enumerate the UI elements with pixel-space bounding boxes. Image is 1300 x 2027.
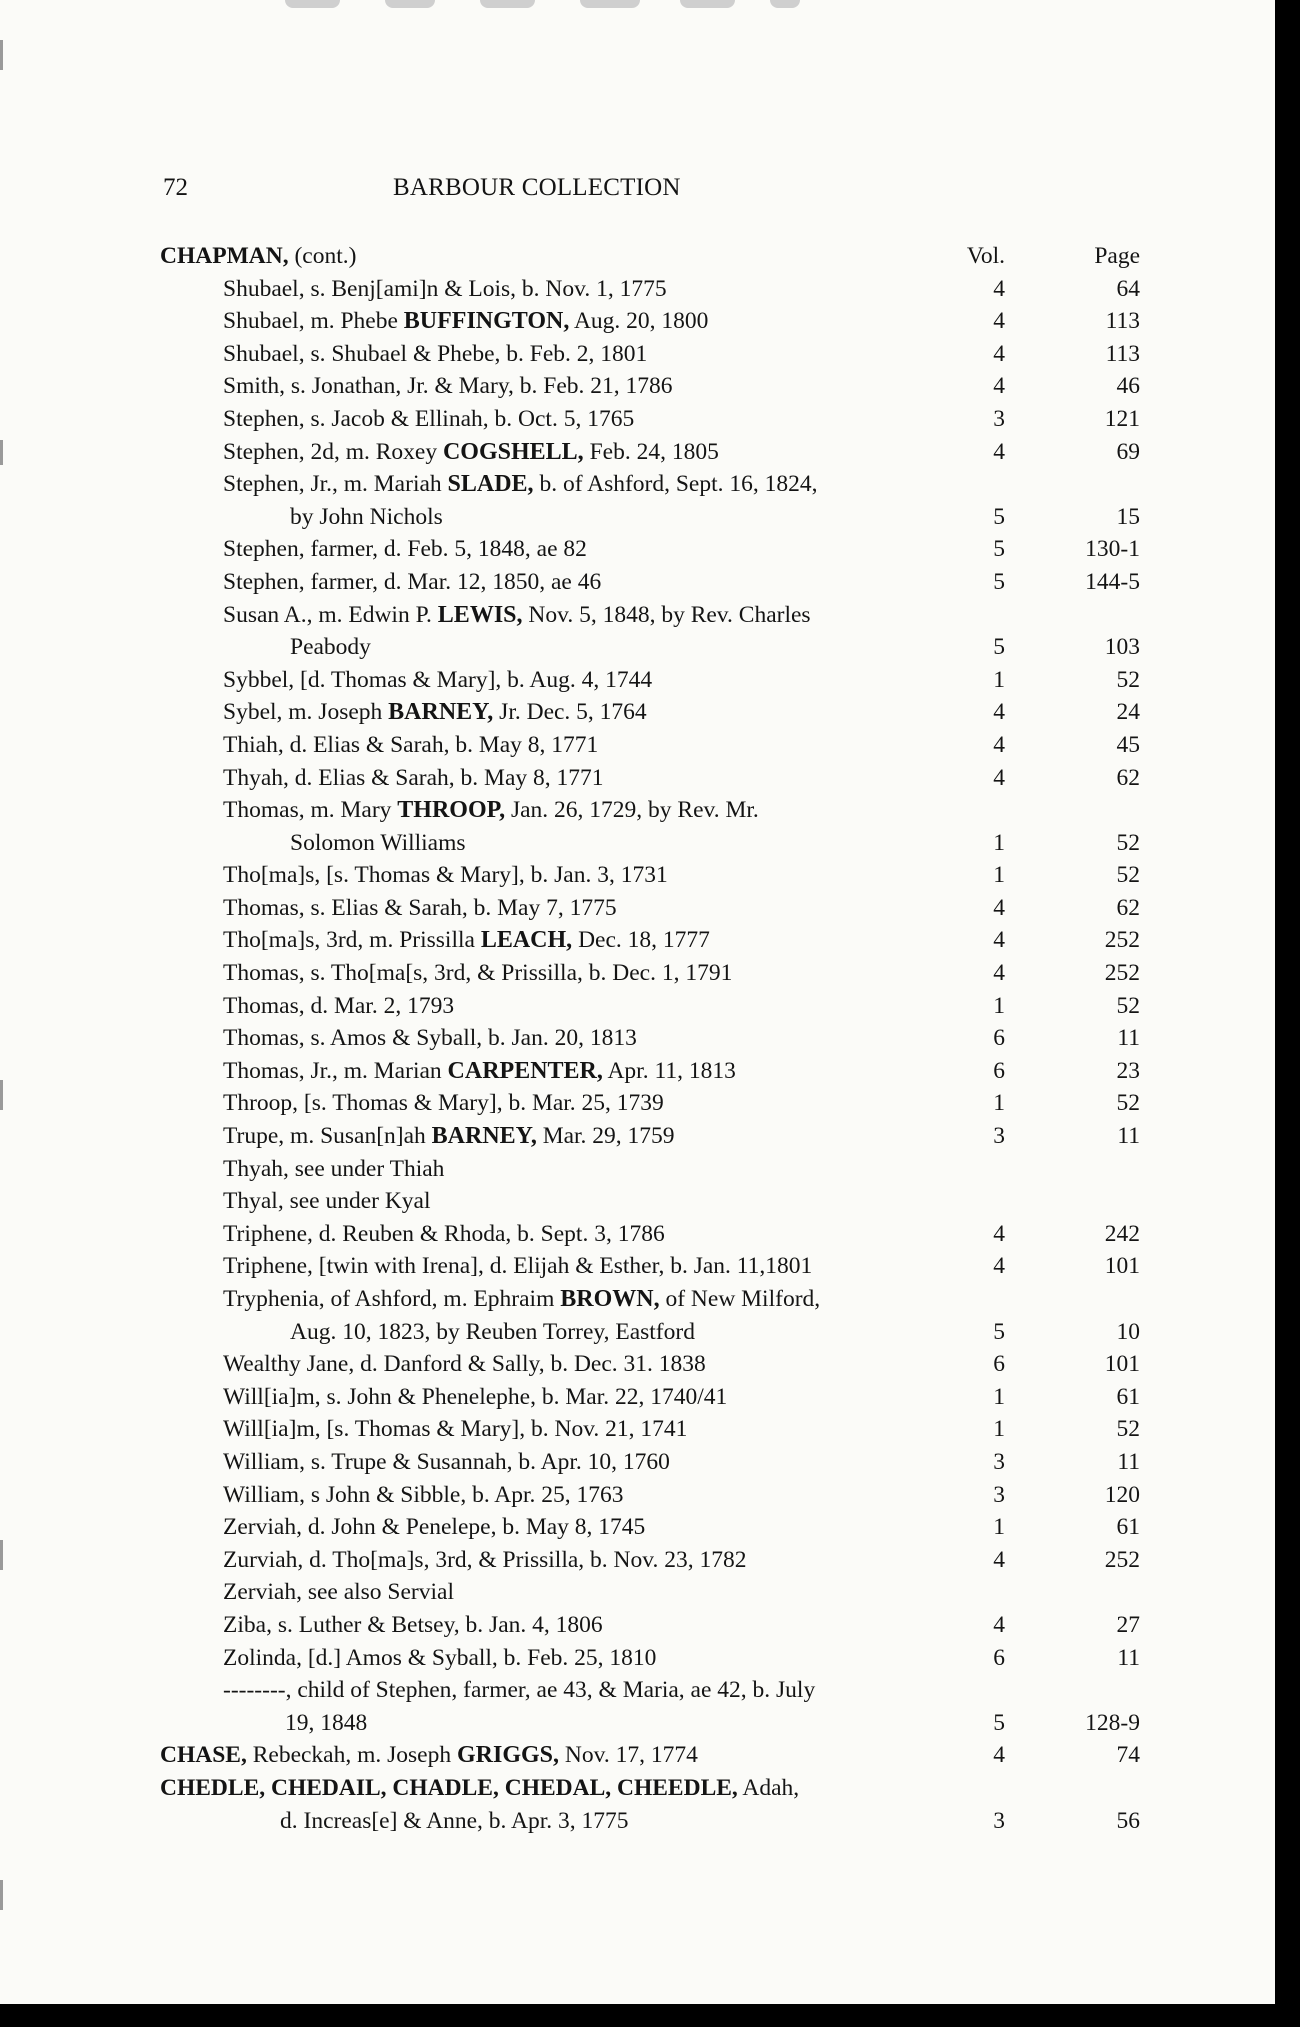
entry-vol: 5 — [993, 568, 1005, 595]
entry-row — [160, 305, 1140, 338]
entry-text — [160, 1674, 923, 1707]
entry-text-pre: Wealthy Jane, d. Danford & Sally, b. Dec. 31. 1838 — [223, 1351, 706, 1378]
entry-spouse-surname: BARNEY, — [431, 1123, 537, 1150]
entry-vol: 4 — [993, 1742, 1005, 1769]
entry-vol: 5 — [993, 503, 1005, 530]
entry-row — [160, 1609, 1140, 1642]
entry-vol: 4 — [993, 731, 1005, 758]
entry-page: 64 — [1116, 275, 1140, 302]
entry-row — [160, 599, 1140, 632]
entry-row — [160, 924, 1140, 957]
entry-text-pre: Thomas, d. Mar. 2, 1793 — [223, 992, 455, 1019]
entry-text-post: Dec. 18, 1777 — [572, 927, 710, 954]
entry-vol: 4 — [993, 340, 1005, 367]
entry-continuation-row — [160, 827, 1140, 860]
entry-vol: 4 — [993, 927, 1005, 954]
entry-text — [160, 859, 923, 892]
entry-vol: 1 — [993, 1383, 1005, 1410]
entry-text — [160, 1479, 923, 1512]
entry-text — [160, 1218, 923, 1251]
entry-vol: 4 — [993, 699, 1005, 726]
entry-page: 15 — [1116, 503, 1140, 530]
entry-text-pre: Sybbel, [d. Thomas & Mary], b. Aug. 4, 1744 — [223, 666, 653, 693]
entry-text-pre: --------, child of Stephen, farmer, ae 43, & Maria, ae 42, b. July — [223, 1677, 816, 1704]
entry-vol: 3 — [993, 1807, 1005, 1834]
entry-vol: 4 — [993, 1220, 1005, 1247]
bleed-through-mark — [770, 0, 800, 8]
entry-row — [160, 273, 1140, 306]
entry-text — [160, 1185, 923, 1218]
bleed-through-mark — [680, 0, 735, 8]
entry-row — [160, 403, 1140, 436]
entry-page: 27 — [1116, 1611, 1140, 1638]
entry-text — [160, 892, 923, 925]
entry-page: 11 — [1117, 1448, 1140, 1475]
entry-row — [160, 1250, 1140, 1283]
entry-text — [160, 468, 923, 501]
entry-row — [160, 370, 1140, 403]
entry-continuation: Aug. 10, 1823, by Reuben Torrey, Eastford — [290, 1318, 695, 1345]
entry-page: 144-5 — [1085, 568, 1140, 595]
entry-vol: 3 — [993, 405, 1005, 432]
entry-row — [160, 1739, 1140, 1772]
entry-page: 130-1 — [1085, 536, 1140, 563]
entry-page: 61 — [1116, 1383, 1140, 1410]
entry-vol: 6 — [993, 1351, 1005, 1378]
entry-row — [160, 1479, 1140, 1512]
entry-page: 101 — [1104, 1351, 1140, 1378]
scan-edge-mark — [0, 40, 3, 70]
entry-continuation: Solomon Williams — [290, 829, 466, 856]
entry-text — [160, 436, 923, 469]
entry-text — [160, 1022, 923, 1055]
entry-text-post: Nov. 17, 1774 — [559, 1742, 698, 1769]
entry-page: 103 — [1104, 634, 1140, 661]
page-header — [163, 170, 1143, 210]
entry-page: 45 — [1116, 731, 1140, 758]
entry-text-pre: Throop, [s. Thomas & Mary], b. Mar. 25, 1739 — [223, 1090, 664, 1117]
entry-text-pre: Tho[ma]s, [s. Thomas & Mary], b. Jan. 3, 1731 — [223, 862, 668, 889]
entry-row — [160, 1120, 1140, 1153]
entry-text-pre: Ziba, s. Luther & Betsey, b. Jan. 4, 1806 — [223, 1611, 603, 1638]
entry-row — [160, 566, 1140, 599]
entry-text — [160, 1055, 923, 1088]
entry-page: 56 — [1116, 1807, 1140, 1834]
entry-row — [160, 1446, 1140, 1479]
entry-text — [160, 533, 923, 566]
entry-page: 61 — [1116, 1514, 1140, 1541]
entry-text-pre: Stephen, farmer, d. Mar. 12, 1850, ae 46 — [223, 568, 602, 595]
entry-text — [160, 1544, 923, 1577]
entry-text-pre: Stephen, Jr., m. Mariah — [223, 471, 448, 498]
entry-page: 52 — [1116, 666, 1140, 693]
entry-text-post: of New Milford, — [659, 1286, 821, 1312]
entry-row — [160, 1544, 1140, 1577]
entry-text-post: Jan. 26, 1729, by Rev. Mr. — [505, 797, 759, 824]
entry-vol: 4 — [993, 894, 1005, 921]
entry-vol: 6 — [993, 1057, 1005, 1084]
entry-vol: 1 — [993, 1514, 1005, 1541]
entry-row — [160, 1413, 1140, 1446]
entry-spouse-surname: BROWN, — [560, 1286, 660, 1312]
entry-text-pre: Zolinda, [d.] Amos & Syball, b. Feb. 25, 1810 — [223, 1644, 657, 1671]
scan-border-bottom — [0, 2004, 1300, 2027]
entry-text-pre: Rebeckah, m. Joseph — [246, 1742, 457, 1769]
entry-text — [160, 1250, 923, 1283]
entry-page: 120 — [1104, 1481, 1140, 1508]
scan-edge-mark — [0, 1080, 3, 1110]
entry-page: 113 — [1105, 340, 1140, 367]
entry-text — [160, 664, 923, 697]
entry-text-pre: Zerviah, see also Servial — [223, 1579, 454, 1606]
entry-row — [160, 1087, 1140, 1120]
entry-text — [160, 1609, 923, 1642]
entry-text-pre: Zerviah, d. John & Penelepe, b. May 8, 1745 — [223, 1514, 646, 1541]
bleed-through-mark — [480, 0, 535, 8]
entry-page: 62 — [1116, 764, 1140, 791]
entry-text — [160, 273, 923, 306]
entry-spouse-surname: BARNEY, — [388, 699, 494, 726]
entry-text-pre: William, s John & Sibble, b. Apr. 25, 1763 — [223, 1481, 624, 1508]
entry-row — [160, 1218, 1140, 1251]
entry-text-pre: Triphene, [twin with Irena], d. Elijah & Esther, b. Jan. 11,1801 — [223, 1253, 813, 1280]
entry-page: 121 — [1104, 405, 1140, 432]
entry-row — [160, 892, 1140, 925]
entry-text — [160, 1772, 960, 1805]
entry-row — [160, 1642, 1140, 1675]
entry-spouse-surname: LEACH, — [480, 927, 573, 954]
entry-text-pre: William, s. Trupe & Susannah, b. Apr. 10, 1760 — [223, 1448, 670, 1475]
entry-text-post: b. of Ashford, Sept. 16, 1824, — [533, 471, 818, 498]
entry-vol: 1 — [993, 862, 1005, 889]
entry-text — [160, 762, 923, 795]
entry-text — [160, 370, 923, 403]
entry-page: 11 — [1117, 1025, 1140, 1052]
entry-text-pre: Thiah, d. Elias & Sarah, b. May 8, 1771 — [223, 731, 599, 758]
entry-list — [160, 273, 1140, 1740]
entry-vol: 4 — [993, 1253, 1005, 1280]
entry-vol: 4 — [993, 275, 1005, 302]
entry-text — [160, 990, 923, 1023]
entry-page: 252 — [1104, 927, 1140, 954]
entry-continuation-row — [160, 1316, 1140, 1349]
chedle-entry — [160, 1772, 1140, 1837]
entry-vol: 3 — [993, 1481, 1005, 1508]
entry-row — [160, 859, 1140, 892]
entry-row — [160, 1674, 1140, 1707]
entry-text — [160, 1576, 923, 1609]
entry-row — [160, 696, 1140, 729]
entry-page: 11 — [1117, 1644, 1140, 1671]
entry-row — [160, 1055, 1140, 1088]
bleed-through-mark — [385, 0, 435, 8]
entry-text-pre: Thyal, see under Kyal — [223, 1188, 431, 1215]
entry-vol: 5 — [993, 1709, 1005, 1736]
entry-row — [160, 729, 1140, 762]
entry-row — [160, 1348, 1140, 1381]
entry-page: 11 — [1117, 1123, 1140, 1150]
entry-text — [160, 566, 923, 599]
entry-text-pre: Tryphenia, of Ashford, m. Ephraim — [223, 1286, 561, 1312]
entry-vol: 4 — [993, 960, 1005, 987]
entry-continuation-row — [160, 1707, 1140, 1740]
entry-text-post: Nov. 5, 1848, by Rev. Charles — [522, 601, 811, 628]
entry-row — [160, 468, 1140, 501]
entry-continuation-row — [160, 1805, 1140, 1838]
entry-spouse-surname: BUFFINGTON, — [403, 308, 570, 335]
entry-vol: 5 — [993, 634, 1005, 661]
entry-row — [160, 762, 1140, 795]
entry-vol: 5 — [993, 536, 1005, 563]
entry-text — [160, 403, 923, 436]
entry-row — [160, 1185, 1140, 1218]
entry-text-pre: Will[ia]m, s. John & Phenelephe, b. Mar. 22, 1740/41 — [223, 1383, 728, 1410]
entry-text — [160, 1511, 923, 1544]
entry-text — [160, 1739, 920, 1772]
entry-text — [160, 1087, 923, 1120]
page-column-header: Page — [1094, 243, 1140, 269]
entry-text-pre: Susan A., m. Edwin P. — [223, 601, 438, 628]
entry-continuation: d. Increas[e] & Anne, b. Apr. 3, 1775 — [280, 1807, 629, 1834]
entry-text-pre: Stephen, s. Jacob & Ellinah, b. Oct. 5, 1765 — [223, 405, 635, 432]
entry-text — [160, 794, 923, 827]
entry-page: 128-9 — [1085, 1709, 1140, 1736]
entry-vol: 6 — [993, 1644, 1005, 1671]
entry-spouse-surname: SLADE, — [447, 471, 534, 498]
section-heading — [160, 240, 920, 273]
entry-text — [160, 924, 923, 957]
entry-text — [160, 1348, 923, 1381]
entry-text — [160, 305, 923, 338]
entry-vol: 1 — [993, 829, 1005, 856]
entry-vol: 1 — [993, 992, 1005, 1019]
entry-vol: 6 — [993, 1025, 1005, 1052]
entry-text-pre: Smith, s. Jonathan, Jr. & Mary, b. Feb. 21, 1786 — [223, 373, 673, 400]
entry-text-pre: Thomas, Jr., m. Marian — [223, 1057, 448, 1084]
entry-page: 52 — [1116, 829, 1140, 856]
entry-text-pre: Will[ia]m, [s. Thomas & Mary], b. Nov. 21, 1741 — [223, 1416, 688, 1443]
scan-edge-mark — [0, 440, 3, 465]
entry-continuation: by John Nichols — [290, 503, 443, 530]
entry-spouse-surname: THROOP, — [397, 797, 506, 824]
entry-page: 101 — [1104, 1253, 1140, 1280]
index-entries — [160, 240, 1140, 1837]
entry-surname: CHEDLE, CHEDAIL, CHADLE, CHEDAL, CHEEDLE, — [160, 1774, 738, 1801]
scan-edge-mark — [0, 1540, 3, 1570]
entry-page: 242 — [1104, 1220, 1140, 1247]
entry-page: 74 — [1116, 1742, 1140, 1769]
entry-row — [160, 664, 1140, 697]
page-number: 72 — [163, 174, 188, 201]
entry-text — [160, 599, 923, 632]
entry-vol: 4 — [993, 308, 1005, 335]
entry-vol: 4 — [993, 764, 1005, 791]
entry-text-pre: Zurviah, d. Tho[ma]s, 3rd, & Prissilla, b. Nov. 23, 1782 — [223, 1546, 747, 1573]
entry-row — [160, 957, 1140, 990]
entry-text-pre: Trupe, m. Susan[n]ah — [223, 1123, 432, 1150]
entry-text-post: Feb. 24, 1805 — [583, 438, 719, 465]
entry-vol: 1 — [993, 666, 1005, 693]
scan-edge-mark — [0, 1880, 3, 1910]
entry-page: 69 — [1116, 438, 1140, 465]
entry-text-post: Mar. 29, 1759 — [536, 1123, 675, 1150]
entry-vol: 3 — [993, 1448, 1005, 1475]
entry-text — [160, 696, 923, 729]
entry-text-pre: Thomas, m. Mary — [223, 797, 398, 824]
entry-page: 23 — [1116, 1057, 1140, 1084]
entry-page: 113 — [1105, 308, 1140, 335]
entry-text-pre: Shubael, s. Benj[ami]n & Lois, b. Nov. 1, 1775 — [223, 275, 667, 302]
entry-vol: 4 — [993, 373, 1005, 400]
entry-text — [160, 957, 923, 990]
entry-row — [160, 533, 1140, 566]
entry-text-post: Jr. Dec. 5, 1764 — [493, 699, 647, 726]
entry-row — [160, 436, 1140, 469]
entry-row — [160, 990, 1140, 1023]
collection-title: BARBOUR COLLECTION — [393, 174, 681, 201]
section-suffix: (cont.) — [288, 243, 357, 269]
entry-row — [160, 1772, 1140, 1805]
entry-row — [160, 338, 1140, 371]
entry-page: 10 — [1116, 1318, 1140, 1345]
entry-text-pre: Triphene, d. Reuben & Rhoda, b. Sept. 3, 1786 — [223, 1220, 665, 1247]
entry-text-pre: Sybel, m. Joseph — [223, 699, 389, 726]
entry-text — [160, 1446, 923, 1479]
entry-page: 252 — [1104, 960, 1140, 987]
entry-continuation: 19, 1848 — [285, 1709, 368, 1736]
entry-surname: CHASE, — [160, 1742, 247, 1769]
bleed-through-mark — [580, 0, 640, 8]
entry-page: 52 — [1116, 1416, 1140, 1443]
entry-text-pre: Thomas, s. Amos & Syball, b. Jan. 20, 1813 — [223, 1025, 637, 1052]
entry-text-pre: Tho[ma]s, 3rd, m. Prissilla — [223, 927, 481, 954]
entry-text — [160, 1283, 923, 1316]
entry-text-pre: Thyah, d. Elias & Sarah, b. May 8, 1771 — [223, 764, 604, 791]
entry-text-post: Aug. 20, 1800 — [569, 308, 709, 335]
entry-row — [160, 1283, 1140, 1316]
entry-vol: 5 — [993, 1318, 1005, 1345]
entry-text-pre: Thomas, s. Elias & Sarah, b. May 7, 1775 — [223, 894, 617, 921]
entry-text-pre: Thyah, see under Thiah — [223, 1155, 445, 1182]
entry-vol: 4 — [993, 1611, 1005, 1638]
entry-continuation: Peabody — [290, 634, 371, 661]
entry-vol: 1 — [993, 1090, 1005, 1117]
bleed-through-mark — [285, 0, 340, 8]
section-heading-row — [160, 240, 1140, 273]
entry-row — [160, 1576, 1140, 1609]
entry-text-pre: Thomas, s. Tho[ma[s, 3rd, & Prissilla, b. Dec. 1, 1791 — [223, 960, 733, 987]
scan-border-right — [1275, 0, 1300, 2027]
entry-text-pre: Shubael, m. Phebe — [223, 308, 404, 335]
entry-row — [160, 1381, 1140, 1414]
entry-text — [160, 1381, 923, 1414]
entry-text — [160, 729, 923, 762]
entry-text-pre: Shubael, s. Shubael & Phebe, b. Feb. 2, 1801 — [223, 340, 648, 367]
entry-page: 24 — [1116, 699, 1140, 726]
entry-row — [160, 794, 1140, 827]
entry-continuation-row — [160, 631, 1140, 664]
entry-spouse-surname: LEWIS, — [437, 601, 523, 628]
section-surname: CHAPMAN, — [160, 243, 289, 269]
entry-text-post: Apr. 11, 1813 — [602, 1057, 736, 1084]
entry-vol: 4 — [993, 438, 1005, 465]
entry-vol: 4 — [993, 1546, 1005, 1573]
entry-spouse-surname: CARPENTER, — [447, 1057, 603, 1084]
vol-column-header: Vol. — [966, 243, 1005, 269]
entry-text — [160, 1120, 923, 1153]
entry-page: 52 — [1116, 1090, 1140, 1117]
entry-text — [160, 1642, 923, 1675]
entry-page: 52 — [1116, 862, 1140, 889]
entry-text — [160, 1413, 923, 1446]
entry-continuation-row — [160, 501, 1140, 534]
entry-page: 62 — [1116, 894, 1140, 921]
entry-vol: 3 — [993, 1123, 1005, 1150]
entry-vol: 1 — [993, 1416, 1005, 1443]
entry-first-name: Adah, — [737, 1774, 800, 1801]
entry-text-pre: Stephen, farmer, d. Feb. 5, 1848, ae 82 — [223, 536, 587, 563]
entry-text — [160, 338, 923, 371]
entry-row — [160, 1022, 1140, 1055]
entry-text — [160, 1153, 923, 1186]
entry-page: 52 — [1116, 992, 1140, 1019]
chase-entry — [160, 1739, 1140, 1772]
entry-text-pre: Stephen, 2d, m. Roxey — [223, 438, 443, 465]
entry-row — [160, 1153, 1140, 1186]
entry-spouse-surname: COGSHELL, — [442, 438, 584, 465]
entry-page: 252 — [1104, 1546, 1140, 1573]
entry-page: 46 — [1116, 373, 1140, 400]
entry-row — [160, 1511, 1140, 1544]
entry-spouse-surname: GRIGGS, — [457, 1742, 560, 1769]
